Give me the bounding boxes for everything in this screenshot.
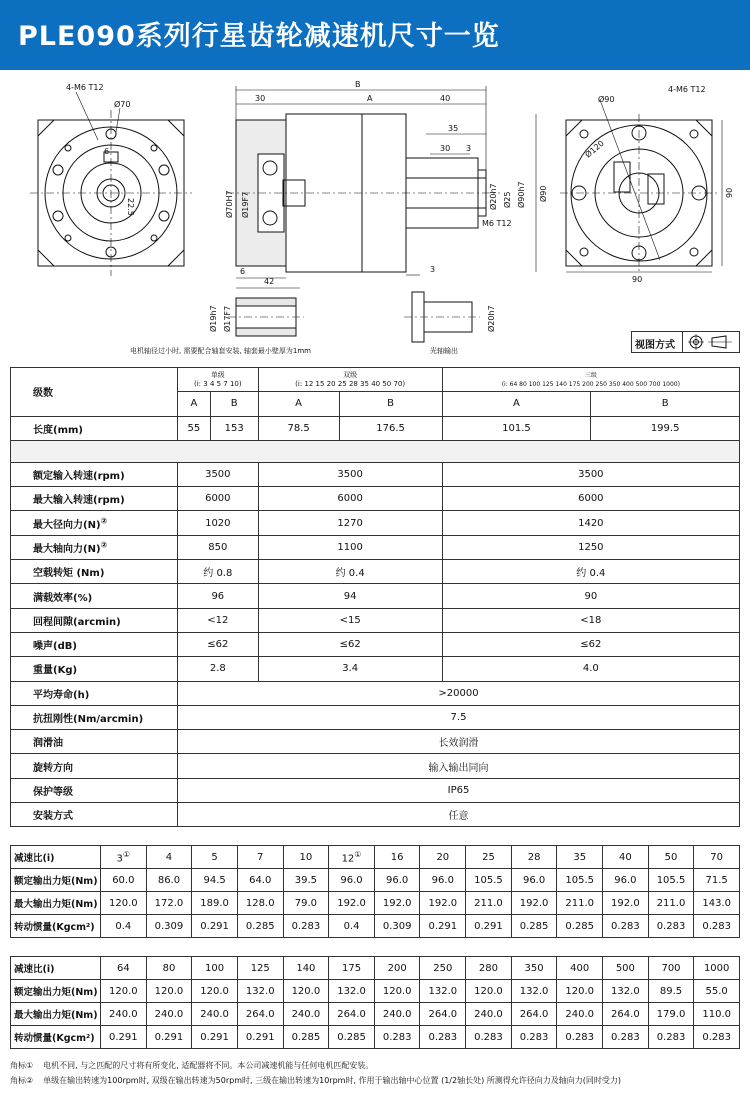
ratio-cell: 240.0: [466, 1003, 512, 1026]
spec-value: 3500: [442, 462, 739, 486]
ratio-cell: 86.0: [146, 869, 192, 892]
footnote: 角标② 单级在输出转速为100rpm时, 双级在输出转速为50rpm时, 三级在输出转速为10rpm时, 作用于输出轴中心位置 (1/2轴长处) 所测得允许径向力及轴向力(同时受力): [10, 1076, 621, 1085]
ratio-cell: 0.283: [694, 915, 740, 938]
ratio-row-label: 减速比(i): [11, 846, 101, 869]
ratio-cell: 0.283: [466, 1026, 512, 1049]
plain-shaft-detail: [404, 292, 480, 342]
spec-label: 噪声(dB): [11, 632, 178, 656]
spec-label: 安装方式: [11, 803, 178, 827]
table-row: [11, 681, 740, 705]
ratio-value: 64: [101, 957, 147, 980]
ratio-value: 70: [694, 846, 740, 869]
ratio-cell: 120.0: [101, 980, 147, 1003]
spec-label: 最大输入转速(rpm): [11, 487, 178, 511]
spec-value: ≤62: [258, 632, 442, 656]
ratio-cell: 96.0: [374, 869, 420, 892]
ratio-row-label: 最大输出力矩(Nm): [11, 892, 101, 915]
ratio-cell: 211.0: [466, 892, 512, 915]
bushing-dim-outer: Ø19h7: [209, 305, 218, 332]
stage-triple: 三级 (i: 64 80 100 125 140 175 200 250 350 400 500 700 1000): [442, 368, 739, 392]
spec-value: 90: [442, 584, 739, 608]
table-row: [11, 1003, 740, 1026]
table-row: [11, 416, 740, 440]
spec-value: 1020: [178, 511, 259, 535]
spec-value: 96: [178, 584, 259, 608]
table-row: [11, 915, 740, 938]
spec-label: 平均寿命(h): [11, 681, 178, 705]
ratio-cell: 192.0: [603, 892, 649, 915]
table-row: [11, 535, 740, 559]
ratio-value: 350: [511, 957, 557, 980]
rear-dim-pilot: Ø90: [598, 95, 615, 104]
spec-value: <15: [258, 608, 442, 632]
ab-header: A: [258, 392, 339, 416]
spec-value: ≤62: [442, 632, 739, 656]
ratio-cell: 0.291: [146, 1026, 192, 1049]
ratio-value: 10: [283, 846, 329, 869]
ratio-cell: 39.5: [283, 869, 329, 892]
ratio-cell: 0.283: [694, 1026, 740, 1049]
ab-header: B: [591, 392, 740, 416]
spec-label: 满载效率(%): [11, 584, 178, 608]
ratio-cell: 105.5: [648, 869, 694, 892]
ratio-value: 28: [511, 846, 557, 869]
side-dim-thread: M6 T12: [482, 219, 512, 228]
ratio-value: 250: [420, 957, 466, 980]
footnotes: [10, 1058, 631, 1088]
side-dim-shoulder: Ø25: [503, 191, 512, 208]
ratio-cell: 0.291: [237, 1026, 283, 1049]
side-dim-35: 35: [448, 124, 459, 133]
ratio-cell: 120.0: [283, 980, 329, 1003]
ratio-value: 700: [648, 957, 694, 980]
ratio-cell: 120.0: [466, 980, 512, 1003]
ratio-value: 1000: [694, 957, 740, 980]
front-dim-tapped-holes: 4-M6 T12: [66, 83, 104, 92]
table-row: [11, 657, 740, 681]
bushing-note: 电机轴径过小时, 需要配合轴套安装, 轴套最小壁厚为1mm: [130, 347, 311, 355]
ratio-cell: 179.0: [648, 1003, 694, 1026]
rear-dim-width: 90: [632, 275, 643, 284]
ratio-cell: 0.283: [420, 1026, 466, 1049]
length-value: 176.5: [339, 416, 442, 440]
first-angle-projection-icon: [686, 334, 738, 350]
length-value: 78.5: [258, 416, 339, 440]
table-row: [11, 462, 740, 486]
ratio-cell: 94.5: [192, 869, 238, 892]
side-dim-30: 30: [255, 94, 266, 103]
ratio-cell: 79.0: [283, 892, 329, 915]
ratio-cell: 211.0: [648, 892, 694, 915]
ratio-cell: 0.309: [146, 915, 192, 938]
shaft-dim: Ø20h7: [487, 305, 496, 332]
side-dim-42: 42: [264, 277, 275, 286]
side-dim-40: 40: [440, 94, 451, 103]
ratio-cell: 64.0: [237, 869, 283, 892]
ratio-cell: 60.0: [101, 869, 147, 892]
spec-table: [10, 367, 740, 827]
table-row: [11, 730, 740, 754]
length-value: 55: [178, 416, 211, 440]
ratio-value: 20: [420, 846, 466, 869]
spec-value: 约 0.8: [178, 560, 259, 584]
ab-header: A: [442, 392, 591, 416]
front-dim-pilot: Ø70: [114, 100, 131, 109]
ratio-cell: 264.0: [329, 1003, 375, 1026]
ratio-value: 7: [237, 846, 283, 869]
ratio-value: 4: [146, 846, 192, 869]
ratio-cell: 264.0: [511, 1003, 557, 1026]
spec-label: 空载转矩 (Nm): [11, 560, 178, 584]
side-dim-3b: 3: [430, 265, 436, 274]
ratio-value: 25: [466, 846, 512, 869]
ratio-value: 175: [329, 957, 375, 980]
spec-value: 6000: [442, 487, 739, 511]
side-dim-30b: 30: [440, 144, 451, 153]
view-method-box: [631, 331, 740, 353]
ratio-cell: 240.0: [101, 1003, 147, 1026]
ratio-cell: 96.0: [511, 869, 557, 892]
table-row: [11, 754, 740, 778]
ratio-cell: 0.291: [101, 1026, 147, 1049]
rear-dim-tapped-holes: 4-M6 T12: [668, 85, 706, 94]
spec-value: 94: [258, 584, 442, 608]
spec-label: 旋转方向: [11, 754, 178, 778]
side-dim-3: 3: [466, 144, 472, 153]
stage-header-label: 级数: [11, 368, 178, 417]
ratio-cell: 132.0: [420, 980, 466, 1003]
ratio-cell: 211.0: [557, 892, 603, 915]
table-row: [11, 368, 740, 392]
table-row: [11, 980, 740, 1003]
ab-header: B: [210, 392, 258, 416]
table-row: [11, 846, 740, 869]
ratio-value: 280: [466, 957, 512, 980]
ratio-cell: 240.0: [557, 1003, 603, 1026]
front-dim-height: 22.5: [126, 198, 135, 216]
ratio-value: 5: [192, 846, 238, 869]
spec-value: 1100: [258, 535, 442, 559]
ratio-row-label: 最大输出力矩(Nm): [11, 1003, 101, 1026]
spec-value: >20000: [178, 681, 740, 705]
table-row: [11, 608, 740, 632]
ratio-cell: 0.283: [648, 1026, 694, 1049]
ratio-row-label: 额定输出力矩(Nm): [11, 869, 101, 892]
ratio-cell: 132.0: [329, 980, 375, 1003]
spec-label: 重量(Kg): [11, 657, 178, 681]
spec-value: 7.5: [178, 705, 740, 729]
ratio-cell: 192.0: [511, 892, 557, 915]
ab-header: B: [339, 392, 442, 416]
ratio-value: 12①: [329, 846, 375, 869]
side-dim-flange: Ø70H7: [225, 190, 234, 218]
page-title: PLE090系列行星齿轮减速机尺寸一览: [18, 21, 500, 52]
ratio-cell: 0.283: [603, 915, 649, 938]
spec-value: <12: [178, 608, 259, 632]
ratio-cell: 0.4: [329, 915, 375, 938]
ratio-cell: 0.291: [192, 1026, 238, 1049]
spec-label: 保护等级: [11, 778, 178, 802]
spec-label: 润滑油: [11, 730, 178, 754]
spec-label: 回程间隙(arcmin): [11, 608, 178, 632]
ratio-cell: 120.0: [101, 892, 147, 915]
side-dim-6: 6: [240, 267, 246, 276]
ratio-cell: 0.291: [192, 915, 238, 938]
table-row: [11, 632, 740, 656]
side-dim-A: A: [367, 94, 373, 103]
spec-value: 输入输出同向: [178, 754, 740, 778]
ratio-value: 100: [192, 957, 238, 980]
ratio-cell: 264.0: [420, 1003, 466, 1026]
ratio-value: 50: [648, 846, 694, 869]
table-row: [11, 584, 740, 608]
bushing-detail: [228, 298, 304, 336]
ratio-cell: 105.5: [466, 869, 512, 892]
ratio-cell: 96.0: [329, 869, 375, 892]
ratio-cell: 128.0: [237, 892, 283, 915]
table-row: [11, 869, 740, 892]
ratio-cell: 0.285: [283, 1026, 329, 1049]
side-dim-B: B: [355, 80, 361, 89]
rear-view: [560, 100, 722, 272]
spec-value: 6000: [178, 487, 259, 511]
ratio-cell: 264.0: [237, 1003, 283, 1026]
length-value: 153: [210, 416, 258, 440]
ratio-cell: 0.291: [466, 915, 512, 938]
ratio-cell: 89.5: [648, 980, 694, 1003]
ratio-cell: 143.0: [694, 892, 740, 915]
ratio-value: 140: [283, 957, 329, 980]
ratio-cell: 132.0: [237, 980, 283, 1003]
ratio-cell: 105.5: [557, 869, 603, 892]
ratio-cell: 0.4: [101, 915, 147, 938]
ratio-value: 80: [146, 957, 192, 980]
side-dim-spigot: Ø90h7: [517, 181, 526, 208]
length-value: 101.5: [442, 416, 591, 440]
spec-value: <18: [442, 608, 739, 632]
ratio-cell: 240.0: [192, 1003, 238, 1026]
ratio-cell: 71.5: [694, 869, 740, 892]
ratio-cell: 132.0: [603, 980, 649, 1003]
ratio-table-1: [10, 845, 740, 938]
ratio-value: 200: [374, 957, 420, 980]
ratio-cell: 96.0: [603, 869, 649, 892]
spec-value: 1420: [442, 511, 739, 535]
stage-single: 单级 (i: 3 4 5 7 10): [178, 368, 259, 392]
ratio-value: 500: [603, 957, 649, 980]
ratio-table-2: [10, 956, 740, 1049]
footnote: 角标① 电机不同, 与之匹配的尺寸将有所变化, 适配器将不同。本公司减速机能与任何电机匹配安装。: [10, 1061, 374, 1070]
ratio-cell: 96.0: [420, 869, 466, 892]
ratio-row-label: 转动惯量(Kgcm²): [11, 1026, 101, 1049]
length-label: 长度(mm): [11, 416, 178, 440]
ratio-cell: 0.283: [557, 1026, 603, 1049]
spec-label: 最大径向力(N)②: [11, 511, 178, 535]
spec-label: 最大轴向力(N)②: [11, 535, 178, 559]
ratio-cell: 0.285: [329, 1026, 375, 1049]
spec-value: 3500: [258, 462, 442, 486]
spec-value: 约 0.4: [442, 560, 739, 584]
ratio-cell: 120.0: [557, 980, 603, 1003]
table-row: [11, 892, 740, 915]
ratio-value: 40: [603, 846, 649, 869]
ratio-cell: 0.285: [237, 915, 283, 938]
ratio-row-label: 减速比(i): [11, 957, 101, 980]
ratio-cell: 192.0: [374, 892, 420, 915]
spec-value: 1270: [258, 511, 442, 535]
length-value: 199.5: [591, 416, 740, 440]
ratio-cell: 120.0: [374, 980, 420, 1003]
table-row: [11, 778, 740, 802]
ratio-value: 16: [374, 846, 420, 869]
ratio-cell: 172.0: [146, 892, 192, 915]
ratio-cell: 55.0: [694, 980, 740, 1003]
view-method-label: 视图方式: [635, 340, 675, 351]
table-row: [11, 803, 740, 827]
dimension-drawing: [0, 70, 750, 362]
spec-value: 3500: [178, 462, 259, 486]
side-dim-input-bore: Ø19F7: [241, 191, 250, 218]
ratio-cell: 192.0: [329, 892, 375, 915]
spec-value: 2.8: [178, 657, 259, 681]
front-view: [30, 92, 192, 276]
spec-value: 850: [178, 535, 259, 559]
spec-value: 6000: [258, 487, 442, 511]
ratio-cell: 192.0: [420, 892, 466, 915]
ratio-value: 400: [557, 957, 603, 980]
ratio-cell: 240.0: [374, 1003, 420, 1026]
side-dim-shaft: Ø20h7: [489, 183, 498, 210]
spec-value: ≤62: [178, 632, 259, 656]
ratio-cell: 110.0: [694, 1003, 740, 1026]
ratio-cell: 240.0: [146, 1003, 192, 1026]
ratio-cell: 120.0: [146, 980, 192, 1003]
table-row: [11, 560, 740, 584]
shaft-note: 光轴输出: [430, 347, 458, 355]
spec-value: 4.0: [442, 657, 739, 681]
ratio-value: 3①: [101, 846, 147, 869]
ratio-cell: 240.0: [283, 1003, 329, 1026]
spec-value: 约 0.4: [258, 560, 442, 584]
ratio-cell: 0.309: [374, 915, 420, 938]
ratio-value: 125: [237, 957, 283, 980]
ratio-cell: 0.285: [557, 915, 603, 938]
ratio-row-label: 额定输出力矩(Nm): [11, 980, 101, 1003]
ratio-cell: 0.285: [511, 915, 557, 938]
spec-value: 长效润滑: [178, 730, 740, 754]
spec-value: IP65: [178, 778, 740, 802]
spec-label: 额定输入转速(rpm): [11, 462, 178, 486]
rear-dim-height: 90: [725, 187, 734, 198]
ratio-cell: 0.283: [283, 915, 329, 938]
ratio-cell: 132.0: [511, 980, 557, 1003]
view-method-divider: [682, 332, 683, 352]
ratio-cell: 264.0: [603, 1003, 649, 1026]
ab-header: A: [178, 392, 211, 416]
ratio-row-label: 转动惯量(Kgcm²): [11, 915, 101, 938]
spec-label: 抗扭刚性(Nm/arcmin): [11, 705, 178, 729]
page-header: [0, 0, 750, 70]
bushing-dim-inner: Ø17F7: [223, 305, 232, 332]
ratio-cell: 0.283: [374, 1026, 420, 1049]
table-row: [11, 705, 740, 729]
side-dim-body: Ø90: [539, 185, 548, 202]
spec-value: 1250: [442, 535, 739, 559]
ratio-cell: 0.283: [511, 1026, 557, 1049]
ratio-cell: 0.283: [603, 1026, 649, 1049]
spec-value: 任意: [178, 803, 740, 827]
spacer-cell: [11, 440, 740, 462]
table-row: [11, 957, 740, 980]
table-row: [11, 1026, 740, 1049]
table-row: [11, 511, 740, 535]
ratio-cell: 0.291: [420, 915, 466, 938]
ratio-cell: 189.0: [192, 892, 238, 915]
table-row-spacer: [11, 440, 740, 462]
rear-dim-pcd: Ø120: [583, 138, 606, 160]
spec-value: 3.4: [258, 657, 442, 681]
ratio-cell: 0.283: [648, 915, 694, 938]
front-dim-key: 6: [104, 147, 110, 156]
table-row: [11, 487, 740, 511]
ratio-value: 35: [557, 846, 603, 869]
stage-double: 双级 (i: 12 15 20 25 28 35 40 50 70): [258, 368, 442, 392]
ratio-cell: 120.0: [192, 980, 238, 1003]
